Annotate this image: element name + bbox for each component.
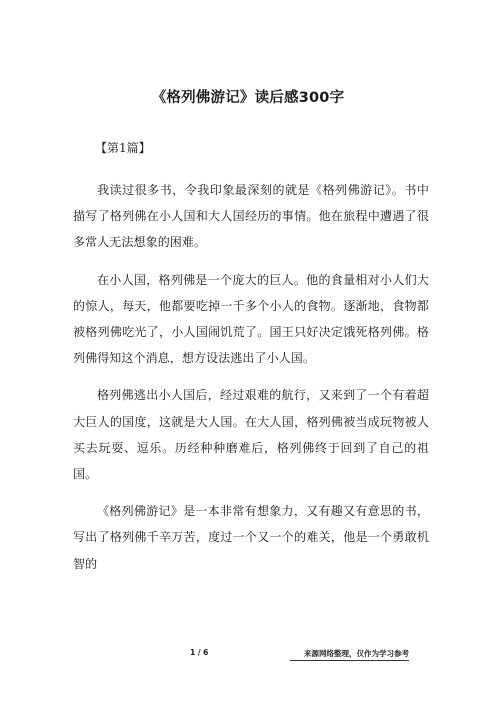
document-title: 《格列佛游记》读后感300字 (151, 90, 345, 106)
paragraph: 我读过很多书，令我印象最深刻的就是《格列佛游记》。书中描写了格列佛在小人国和大人国经历的事情。他在旅程中遭遇了很多常人无法想象的困难。 (73, 183, 429, 250)
paragraph: 《格列佛游记》是一本非常有想象力，又有趣又有意思的书，写出了格列佛千辛万苦，度过一个又一个的难关，他是一个勇敢机智的 (73, 504, 429, 571)
paragraph: 在小人国，格列佛是一个庞大的巨人。他的食量相对小人们大的惊人，每天，他都要吃掉一千多个小人的食物。逐渐地，食物都被格列佛吃光了，小人国闹饥荒了。国王只好决定饿死格列佛。格列佛得知这个消息，想方设法逃出了小人国。 (73, 272, 429, 366)
source-note (290, 648, 409, 661)
body-text (73, 177, 429, 588)
section-label: 【第1篇】 (95, 141, 151, 155)
page-footer (0, 648, 496, 662)
source-note-text: 来源网络整理，仅作为学习参考 (304, 649, 409, 658)
page-number: 1 / 6 (190, 648, 209, 657)
paragraph: 格列佛逃出小人国后，经过艰难的航行，又来到了一个有着超大巨人的国度，这就是大人国。在大人国，格列佛被当成玩物被人买去玩耍、逗乐。历经种种磨难后，格列佛终于回到了自己的祖国。 (73, 388, 429, 482)
